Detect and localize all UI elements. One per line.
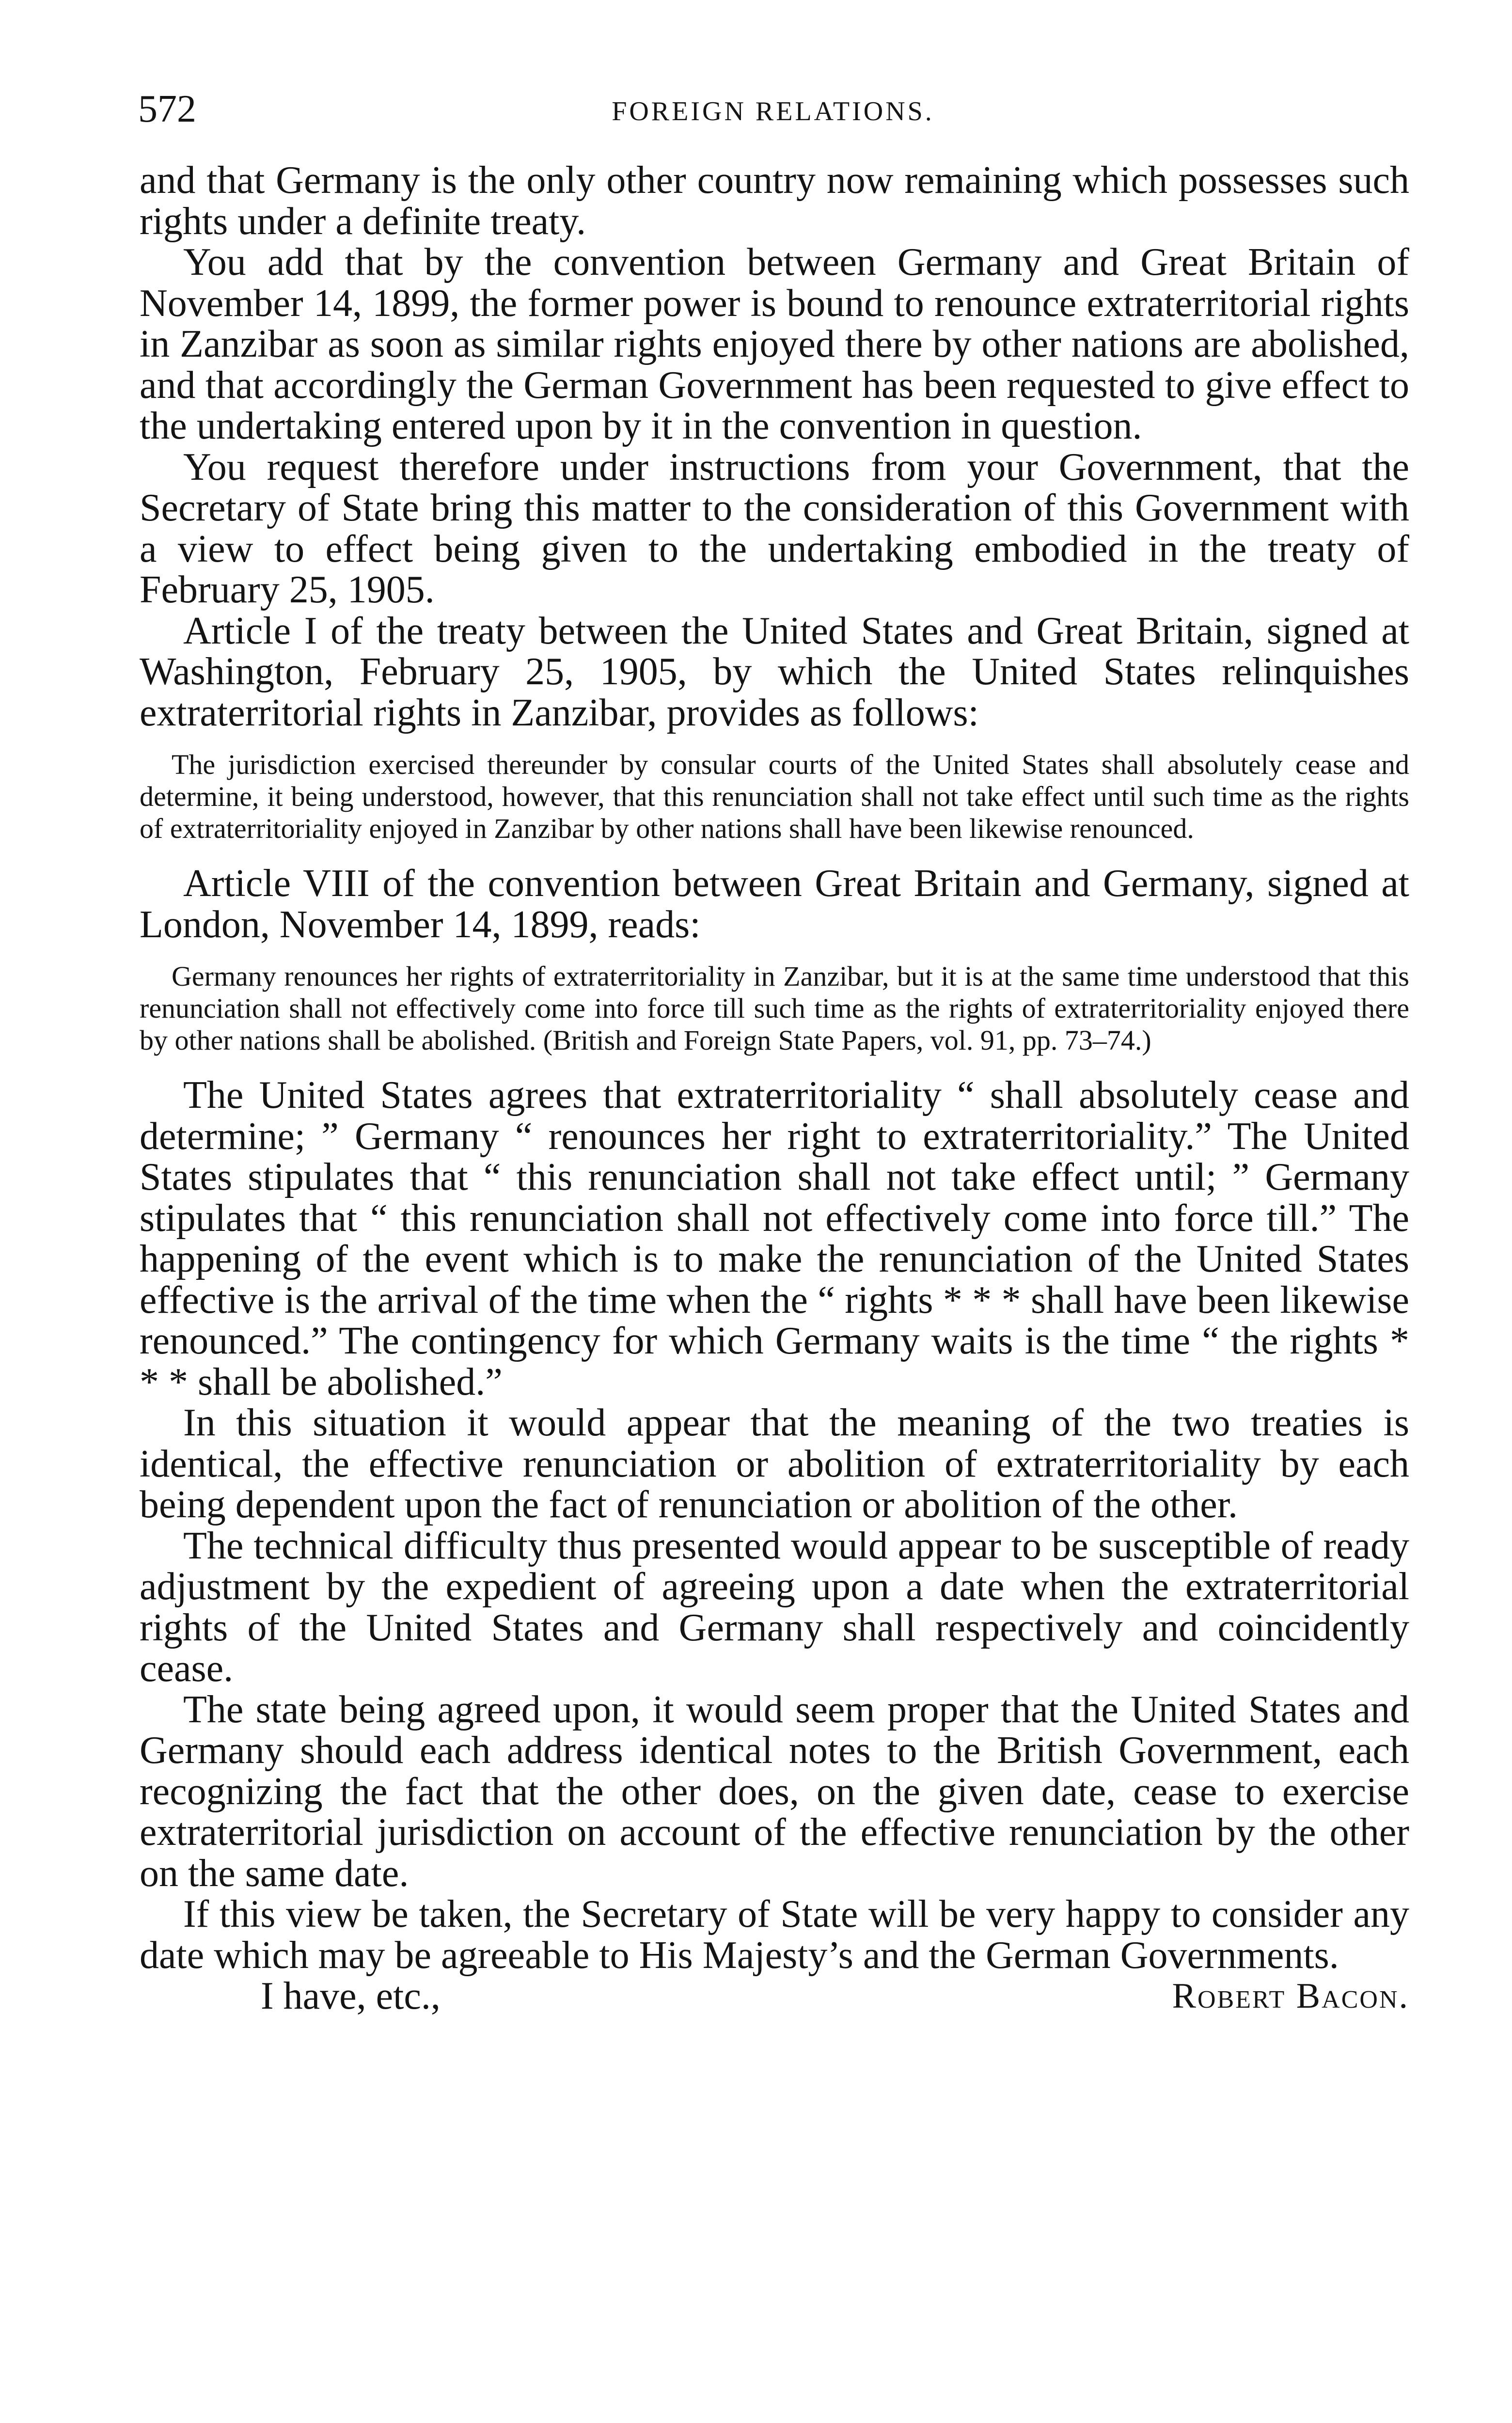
paragraph: The technical difficulty thus presented would appear to be susceptible of ready adjustment by the expedient of agreeing upon a date when the extraterritorial rights of the United States and Germany shall respectively and coincidently cease.: [140, 1524, 1409, 1690]
paragraph: and that Germany is the only other country now remaining which possesses such rights under a definite treaty.: [140, 159, 1409, 243]
paragraph: Article I of the treaty between the United States and Great Britain, signed at Washington, February 25, 1905, by which the United States relinquishes extraterritorial rights in Zanzibar, provides as follows:: [140, 609, 1409, 734]
paragraph: You request therefore under instructions from your Government, that the Secretary of State bring this matter to the consideration of this Government with a view to effect being given to the undertaking embodied in the treaty of February 25, 1905.: [140, 445, 1409, 611]
paragraph: Article VIII of the convention between Great Britain and Germany, signed at London, November 14, 1899, reads:: [140, 862, 1409, 946]
paragraph: You add that by the convention between Germany and Great Britain of November 14, 1899, the former power is bound to renounce extraterritorial rights in Zanzibar as soon as similar rights enjoyed there by other nations are abolished, and that accordingly the German Government has been requested to give effect to the undertaking entered upon by it in the convention in question.: [140, 241, 1409, 447]
signature: Robert Bacon.: [1172, 1976, 1409, 2016]
closing-block: [140, 1976, 1409, 2019]
page-number: 572: [138, 88, 196, 130]
paragraph: The United States agrees that extraterritoriality “ shall absolutely cease and determine; ” Germany “ renounces her right to extraterritoriality.” The United States stipulates that “ this renunciation shall not take effect until; ” Germany stipulates that “ this renunciation shall not effectively come into force till.” The happening of the event which is to make the renunciation of the United States effective is the arrival of the time when the “ rights * * * shall have been likewise renounced.” The contingency for which Germany waits is the time “ the rights * * * shall be abolished.”: [140, 1074, 1409, 1403]
running-head: FOREIGN RELATIONS.: [612, 96, 934, 126]
document-body: [140, 160, 1409, 2019]
closing-formula: I have, etc.,: [261, 1975, 441, 2017]
paragraph: If this view be taken, the Secretary of State will be very happy to consider any date which may be agreeable to His Majesty’s and the German Governments.: [140, 1893, 1409, 1977]
paragraph: The state being agreed upon, it would seem proper that the United States and Germany should each address identical notes to the British Government, each recognizing the fact that the other does, on the given date, cease to exercise extraterritorial jurisdiction on account of the effective renunciation by the other on the same date.: [140, 1688, 1409, 1895]
block-quote: The jurisdiction exercised thereunder by consular courts of the United States shall absolutely cease and determine, it being understood, however, that this renunciation shall not take effect until such time as the rights of extraterritoriality enjoyed in Zanzibar by other nations shall have been likewise renounced.: [140, 749, 1409, 844]
page-header: [138, 85, 1408, 138]
paragraph: In this situation it would appear that the meaning of the two treaties is identical, the effective renunciation or abolition of extraterritoriality by each being dependent upon the fact of renunciation or abolition of the other.: [140, 1401, 1409, 1526]
block-quote: Germany renounces her rights of extraterritoriality in Zanzibar, but it is at the same time understood that this renunciation shall not effectively come into force till such time as the rights of extraterritoriality enjoyed there by other nations shall be abolished. (British and Foreign State Papers, vol. 91, pp. 73–74.): [140, 960, 1409, 1056]
